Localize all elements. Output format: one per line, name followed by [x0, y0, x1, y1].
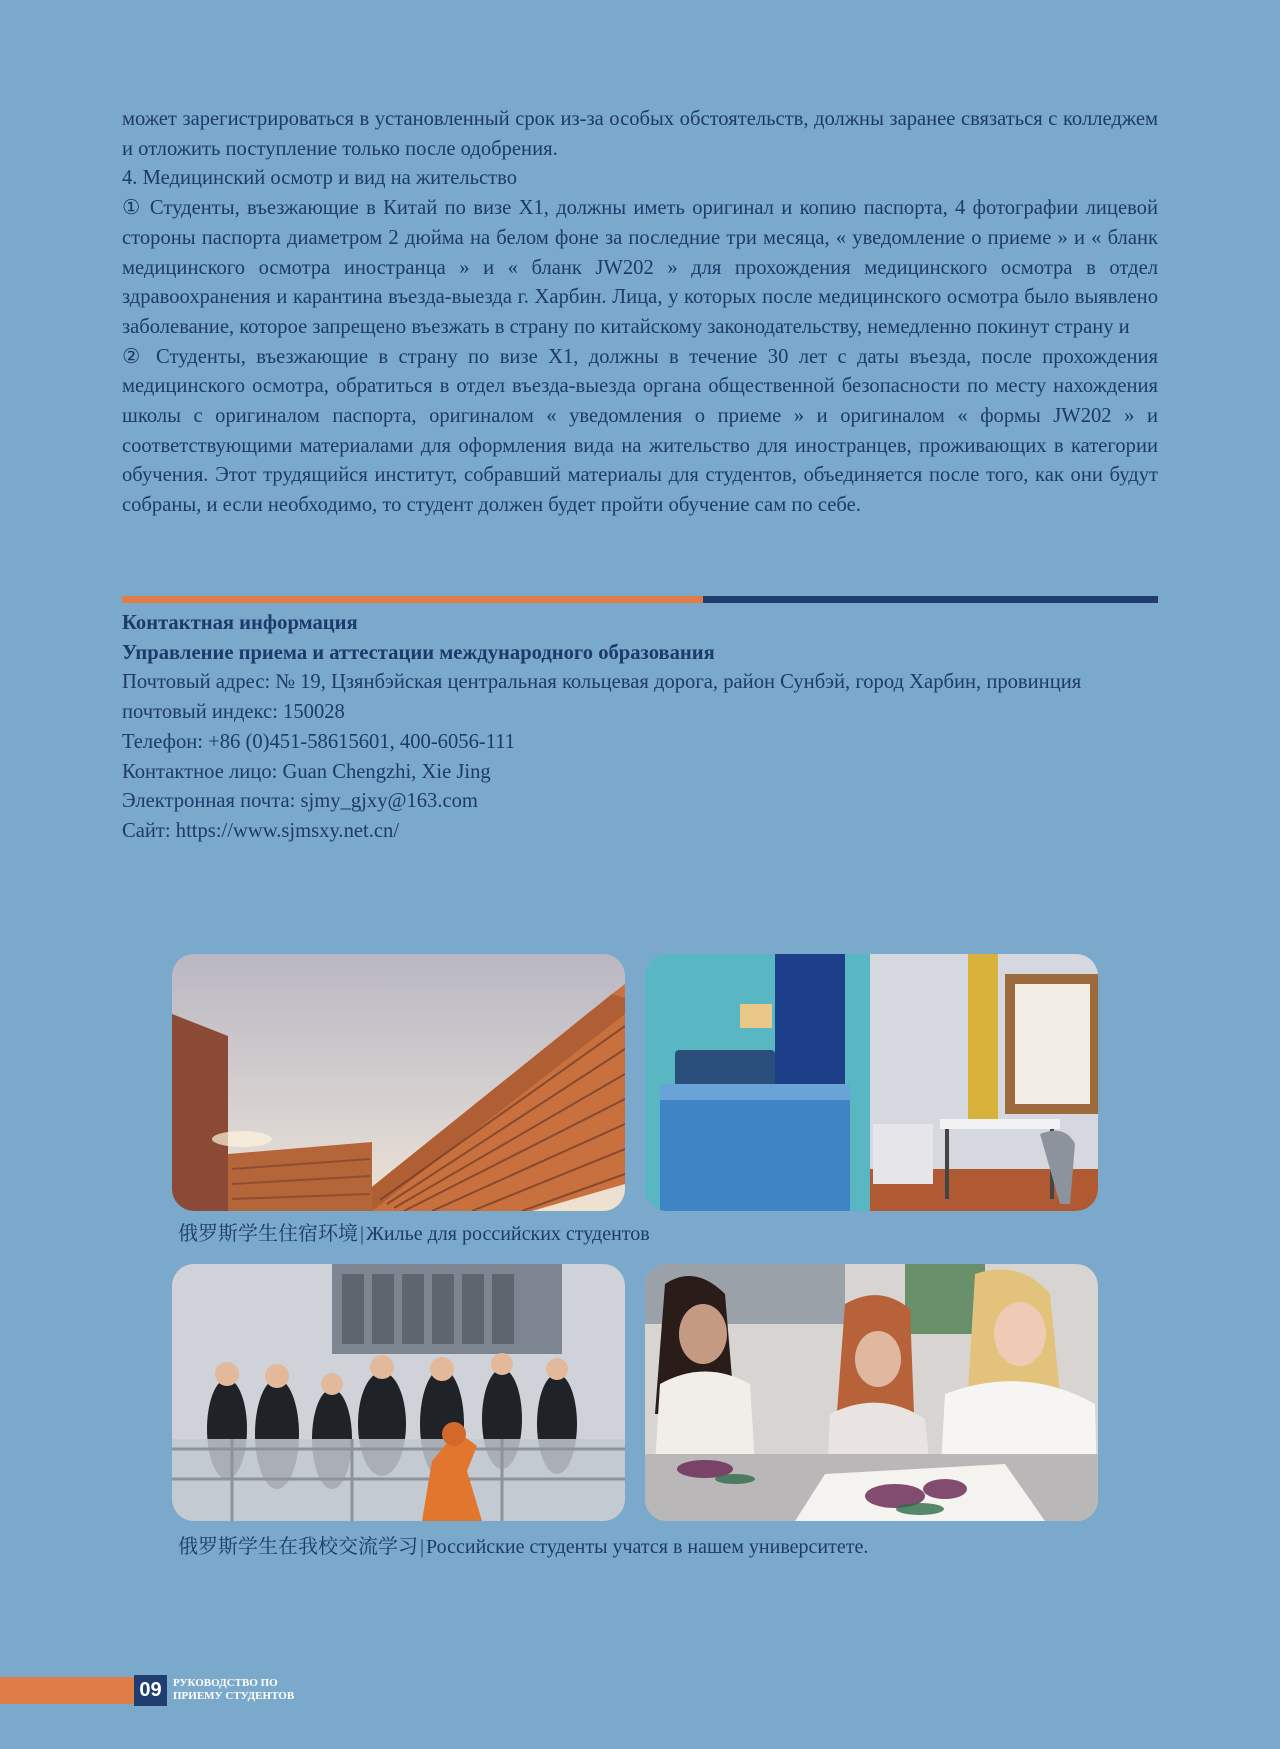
footer-title-line1: РУКОВОДСТВО ПО: [173, 1677, 278, 1689]
contact-address: Почтовый адрес: № 19, Цзянбэйская центральная кольцевая дорога, район Сунбэй, город Харбин, провинция: [122, 671, 1082, 694]
caption-study-cn: 俄罗斯学生在我校交流学习: [178, 1536, 418, 1558]
contact-block: [122, 609, 1158, 847]
paragraph-residence-permit: ② Студенты, въезжающие в страну по визе X1, должны в течение 30 лет с даты въезда, после прохождения медицинского осмотра, обратиться в отдел въезда-выезда органа общественной безопасности по месту нахождения школы с оригиналом паспорта, оригиналом « уведомления о приеме » и оригиналом « формы JW202 » и соответствующими материалами для оформления вида на жительство для иностранцев, проживающих в категории обучения. Этот трудящийся институт, собравший материалы для студентов, объединяется после того, как они будут собраны, и если необходимо, то студент должен будет пройти обучение сам по себе.: [122, 345, 1158, 517]
caption-dormitory-ru: Жилье для российских студентов: [366, 1223, 650, 1245]
footer-title-line2: ПРИЕМУ СТУДЕНТОВ: [173, 1690, 295, 1702]
paragraph-deferral: может зарегистрироваться в установленный срок из-за особых обстоятельств, должны заранее связаться с колледжем и отложить поступление только после одобрения.: [122, 108, 1158, 160]
section-heading-medical: 4. Медицинский осмотр и вид на жительство: [122, 167, 518, 190]
caption-dormitory-cn: 俄罗斯学生住宿环境: [178, 1223, 358, 1245]
footer-orange-bar: [0, 1677, 134, 1704]
contact-phone: Телефон: +86 (0)451-58615601, 400-6056-111: [122, 730, 516, 753]
photo-dormitory-room: [645, 954, 1098, 1211]
divider-navy-segment: [703, 596, 1158, 603]
page-number: 09: [134, 1675, 167, 1706]
section-divider: [122, 596, 1158, 603]
photo-students-robotics-lab: [172, 1264, 625, 1521]
divider-orange-segment: [122, 596, 703, 603]
contact-person: Контактное лицо: Guan Chengzhi, Xie Jing: [122, 760, 491, 783]
caption-dormitory: [178, 1222, 650, 1246]
contact-email: Электронная почта: sjmy_gjxy@163.com: [122, 790, 478, 813]
photo-dormitory-building: [172, 954, 625, 1211]
caption-study-ru: Российские студенты учатся в нашем университете.: [426, 1536, 869, 1558]
contact-postcode: почтовый индекс: 150028: [122, 701, 345, 724]
footer-title: [173, 1677, 294, 1703]
photo-students-painting: [645, 1264, 1098, 1521]
contact-heading: Контактная информация: [122, 612, 358, 634]
caption-study-separator: |: [420, 1536, 425, 1558]
paragraph-medical-exam: ① Студенты, въезжающие в Китай по визе X1, должны иметь оригинал и копию паспорта, 4 фотографии лицевой стороны паспорта диаметром 2 дюйма на белом фоне за последние три месяца, « уведомление о приеме » и « бланк медицинского осмотра иностранца » и « бланк JW202 » для прохождения медицинского осмотра в отдел здравоохранения и карантина въезда-выезда г. Харбин. Лица, у которых после медицинского осмотра было выявлено заболевание, которое запрещено въезжать в страну по китайскому законодательству, немедленно покинут страну и: [122, 197, 1158, 338]
contact-website: Сайт: https://www.sjmsxy.net.cn/: [122, 819, 400, 842]
contact-office: Управление приема и аттестации международного образования: [122, 641, 715, 664]
main-body-text: [122, 105, 1158, 521]
caption-study: [178, 1535, 868, 1559]
caption-dormitory-separator: |: [360, 1223, 365, 1245]
